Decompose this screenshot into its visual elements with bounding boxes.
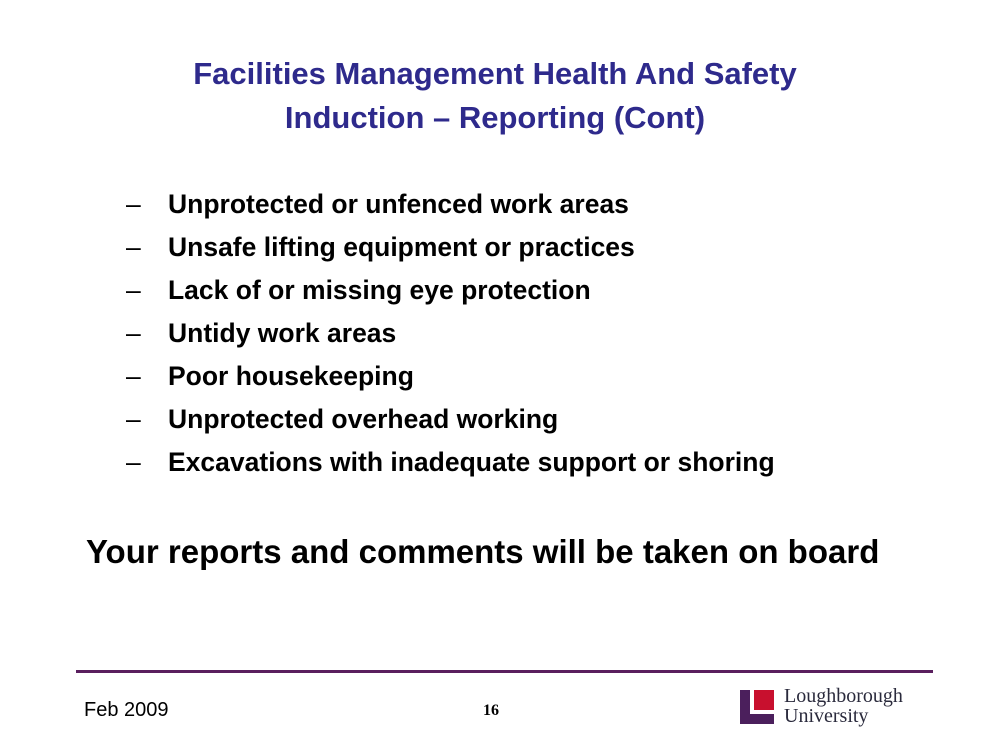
bullet-dash: – [126, 447, 141, 477]
bullet-text: Untidy work areas [168, 318, 397, 348]
bullet-dash: – [126, 404, 141, 434]
university-name-line-1: Loughborough [784, 685, 903, 707]
bullet-text: Excavations with inadequate support or shoring [168, 447, 775, 477]
bullet-list [126, 183, 775, 484]
bullet-dash: – [126, 275, 141, 305]
slide-title-line-1: Facilities Management Health And Safety [193, 56, 797, 91]
slide-title [80, 52, 910, 140]
bullet-text: Poor housekeeping [168, 361, 414, 391]
university-name-line-2: University [784, 705, 869, 727]
bullet-text: Unprotected or unfenced work areas [168, 189, 629, 219]
footer-date: Feb 2009 [84, 699, 169, 721]
bullet-dash: – [126, 189, 141, 219]
closing-statement: Your reports and comments will be taken on board [86, 533, 880, 570]
footer-divider [76, 670, 933, 673]
bullet-item [126, 269, 775, 312]
bullet-text: Unsafe lifting equipment or practices [168, 232, 635, 262]
bullet-dash: – [126, 232, 141, 262]
slide-title-line-2: Induction – Reporting (Cont) [284, 100, 706, 135]
bullet-text: Unprotected overhead working [168, 404, 559, 434]
university-crest-icon [738, 688, 782, 726]
bullet-dash: – [126, 318, 141, 348]
page-number: 16 [483, 702, 499, 719]
bullet-item [126, 183, 775, 226]
bullet-item [126, 441, 775, 484]
bullet-item [126, 312, 775, 355]
bullet-item [126, 226, 775, 269]
university-logo [738, 685, 938, 728]
bullet-dash: – [126, 361, 141, 391]
bullet-item [126, 355, 775, 398]
bullet-item [126, 398, 775, 441]
bullet-text: Lack of or missing eye protection [168, 275, 591, 305]
university-name [784, 686, 903, 726]
